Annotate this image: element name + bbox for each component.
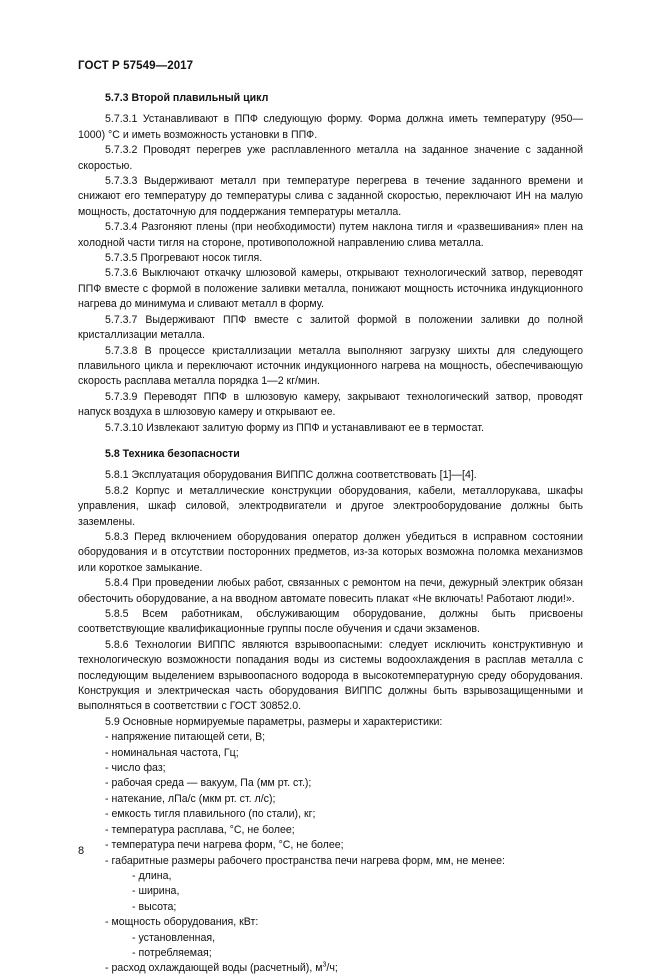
- list-item: - габаритные размеры рабочего пространства печи нагрева форм, мм, не менее:: [105, 854, 505, 867]
- water-flow-unit: /ч;: [326, 962, 338, 975]
- document-body: [78, 88, 583, 977]
- paragraph-5-8-2: 5.8.2 Корпус и металлические конструкции оборудования, кабели, металлорукава, шкафы управления, шкаф силовой, электродвигатели и другое электрооборудование должны быть заземлены.: [78, 484, 583, 528]
- sub-list-item: - установленная,: [132, 931, 216, 944]
- paragraph-5-8-6: 5.8.6 Технологии ВИППС являются взрывоопасными: следует исключить конструктивную и технологическую возможности попадания воды из системы водоохлаждения в расплав металла с последующим выделением взрывоопасного водорода в высокотемпературную среду оборудования. Конструкция и электрическая часть оборудования ВИППС должны быть взрывозащищенными и выполняться в соответствии с ГОСТ 30852.0.: [78, 638, 583, 713]
- list-item: - число фаз;: [105, 762, 166, 775]
- paragraph-5-7-3-4: 5.7.3.4 Разгоняют плены (при необходимости) путем наклона тигля и «развешивания» плен на холодной части тигля на стороне, противоположной направлению слива металла.: [78, 221, 583, 249]
- paragraph-5-7-3-6: 5.7.3.6 Выключают откачку шлюзовой камеры, открывают технологический затвор, переводят ППФ вместе с формой в положение заливки металла, понижают мощность источника индукционного нагрева до минимума и сливают металл в форму.: [78, 267, 583, 311]
- document-code-header: ГОСТ Р 57549—2017: [78, 60, 194, 72]
- paragraph-5-8-3: 5.8.3 Перед включением оборудования оператор должен убедиться в исправном состоянии оборудования и в отсутствии посторонних предметов, из-за которых возможна поломка механизмов или короткое замыкание.: [78, 530, 583, 574]
- paragraph-5-7-3-5: 5.7.3.5 Прогревают носок тигля.: [105, 252, 263, 265]
- sub-list-item: - длина,: [132, 869, 172, 882]
- paragraph-5-8-4: 5.8.4 При проведении любых работ, связанных с ремонтом на печи, дежурный электрик обязан обесточить оборудование, а на вводном автомате повесить плакат «Не включать! Работают люди!».: [78, 577, 583, 605]
- list-item: - мощность оборудования, кВт:: [105, 916, 259, 929]
- list-item: - номинальная частота, Гц;: [105, 746, 239, 759]
- list-item-water-flow: [78, 961, 583, 976]
- paragraph-5-7-3-2: 5.7.3.2 Проводят перегрев уже расплавленного металла на заданное значение с заданной скоростью.: [78, 144, 583, 172]
- paragraph-5-7-3-10: 5.7.3.10 Извлекают залитую форму из ППФ и устанавливают ее в термостат.: [105, 421, 484, 434]
- sub-list-item: - ширина,: [132, 885, 180, 898]
- paragraph-5-8-1: 5.8.1 Эксплуатация оборудования ВИППС должна соответствовать [1]—[4].: [105, 469, 477, 482]
- paragraph-5-9-intro: 5.9 Основные нормируемые параметры, размеры и характеристики:: [105, 715, 443, 728]
- section-heading-5-8: 5.8 Техника безопасности: [105, 447, 240, 460]
- section-heading-5-7-3: 5.7.3 Второй плавильный цикл: [105, 92, 269, 104]
- list-item: - рабочая среда — вакуум, Па (мм рт. ст.);: [105, 777, 312, 790]
- paragraph-5-7-3-3: 5.7.3.3 Выдерживают металл при температуре перегрева в течение заданного времени и снижают его температуру до температуры слива с заданной скоростью, переключают ИН на малую мощность, достаточную для поддержания температуры металла.: [78, 175, 583, 218]
- cubic-superscript: 3: [322, 961, 327, 969]
- list-item: - емкость тигля плавильного (по стали), кг;: [105, 808, 316, 821]
- list-item: - натекание, лПа/с (мкм рт. ст. л/с);: [105, 792, 276, 805]
- paragraph-5-7-3-8: 5.7.3.8 В процессе кристаллизации металла выполняют загрузку шихты для следующего плавильного цикла и переключают источник индукционного нагрева на мощность, обеспечивающую скорость расплава металла порядка 1—2 кг/мин.: [78, 344, 583, 388]
- sub-list-item: - высота;: [132, 900, 177, 913]
- list-item: - напряжение питающей сети, В;: [105, 731, 266, 744]
- paragraph-5-7-3-7: 5.7.3.7 Выдерживают ППФ вместе с залитой формой в положении заливки до полной кристаллизации металла.: [78, 313, 583, 342]
- paragraph-5-7-3-9: 5.7.3.9 Переводят ППФ в шлюзовую камеру, закрывают технологический затвор, проводят напуск воздуха в шлюзовую камеру и открывают ее.: [78, 390, 583, 419]
- paragraph-5-7-3-1: 5.7.3.1 Устанавливают в ППФ следующую форму. Форма должна иметь температуру (950—1000) °С и иметь возможность установки в ППФ.: [78, 113, 583, 141]
- page-number: 8: [78, 845, 85, 857]
- list-item: - температура печи нагрева форм, °С, не более;: [105, 839, 344, 852]
- list-item: - температура расплава, °С, не более;: [105, 823, 295, 836]
- sub-list-item: - потребляемая;: [132, 946, 212, 959]
- water-flow-text: - расход охлаждающей воды (расчетный), м: [105, 962, 323, 975]
- paragraph-5-8-5: 5.8.5 Всем работникам, обслуживающим оборудование, должны быть присвоены соответствующие квалификационные группы после обучения и сдачи экзаменов.: [78, 608, 583, 636]
